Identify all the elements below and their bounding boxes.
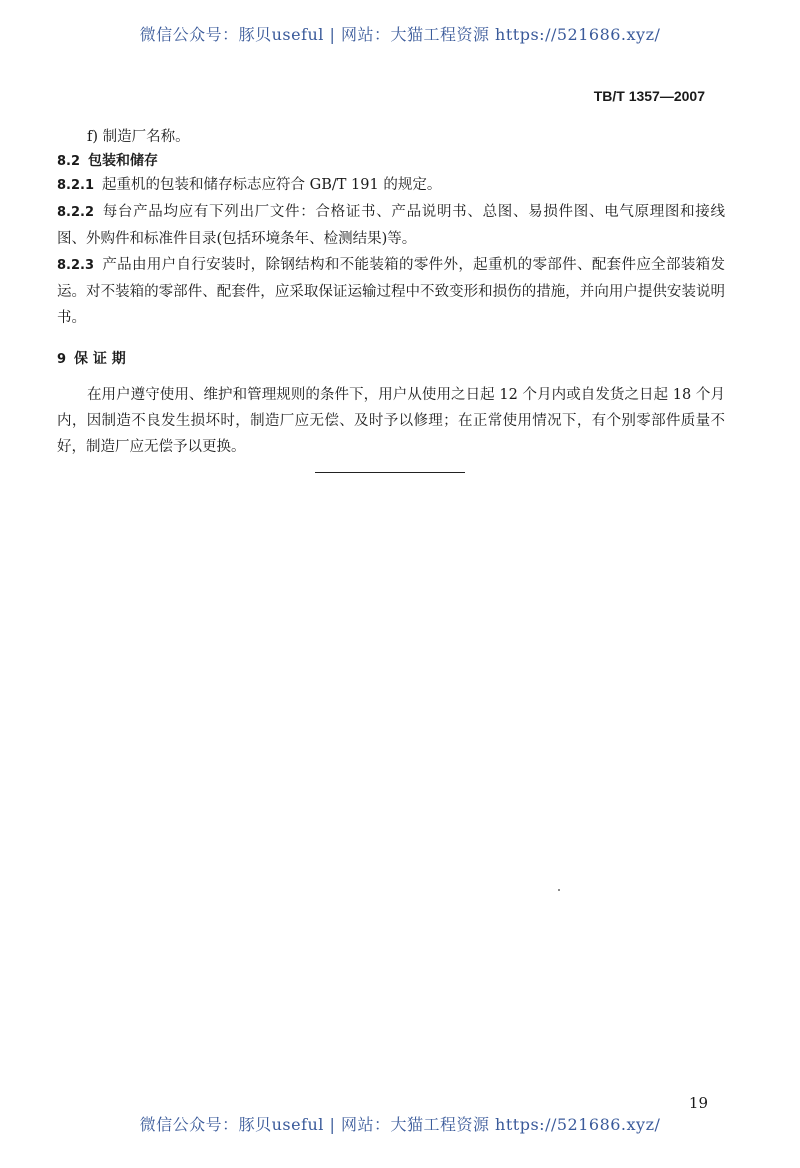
scan-speck: [558, 889, 560, 891]
clause-8-2-1: [57, 175, 725, 196]
clause-number: 8.2.1: [57, 178, 95, 193]
clause-8-2-2: [57, 199, 725, 252]
page-number: 19: [688, 1094, 708, 1112]
section-number: 8.2: [57, 154, 81, 169]
warranty-paragraph: 在用户遵守使用、维护和管理规则的条件下，用户从使用之日起 12 个月内或自发货之日起 18 个月内，因制造不良发生损坏时，制造厂应无偿、及时予以修理；在正常使用情况下，有个别零部件质量不好，制造厂应无偿予以更换。: [57, 387, 725, 455]
section-number: 9: [57, 352, 67, 367]
top-watermark-banner: 微信公众号：豚贝useful | 网站：大猫工程资源 https://521686.xyz/: [139, 25, 661, 44]
section-title: 包装和储存: [88, 153, 159, 169]
list-item-f: f) 制造厂名称。: [87, 129, 190, 145]
clause-text: 产品由用户自行安装时，除钢结构和不能装箱的零件外，起重机的零部件、配套件应全部装箱发运。对不装箱的零部件、配套件，应采取保证运输过程中不致变形和损伤的措施，并向用户提供安装说明书。: [57, 257, 725, 326]
section-9-heading: [57, 349, 725, 370]
clause-text: 起重机的包装和储存标志应符合 GB/T 191 的规定。: [102, 177, 442, 193]
clause-number: 8.2.3: [57, 258, 95, 273]
bottom-watermark-banner: 微信公众号：豚贝useful | 网站：大猫工程资源 https://521686.xyz/: [139, 1115, 661, 1134]
document-body: [57, 127, 725, 460]
section-8-2-heading: [57, 151, 725, 172]
end-of-text-rule: [315, 472, 465, 473]
standard-code: TB/T 1357—2007: [593, 88, 705, 104]
section-title: 保 证 期: [74, 351, 126, 367]
clause-8-2-3: [57, 252, 725, 331]
clause-number: 8.2.2: [57, 205, 95, 220]
clause-text: 每台产品均应有下列出厂文件：合格证书、产品说明书、总图、易损件图、电气原理图和接线图、外购件和标准件目录(包括环境条年、检测结果)等。: [57, 204, 725, 247]
